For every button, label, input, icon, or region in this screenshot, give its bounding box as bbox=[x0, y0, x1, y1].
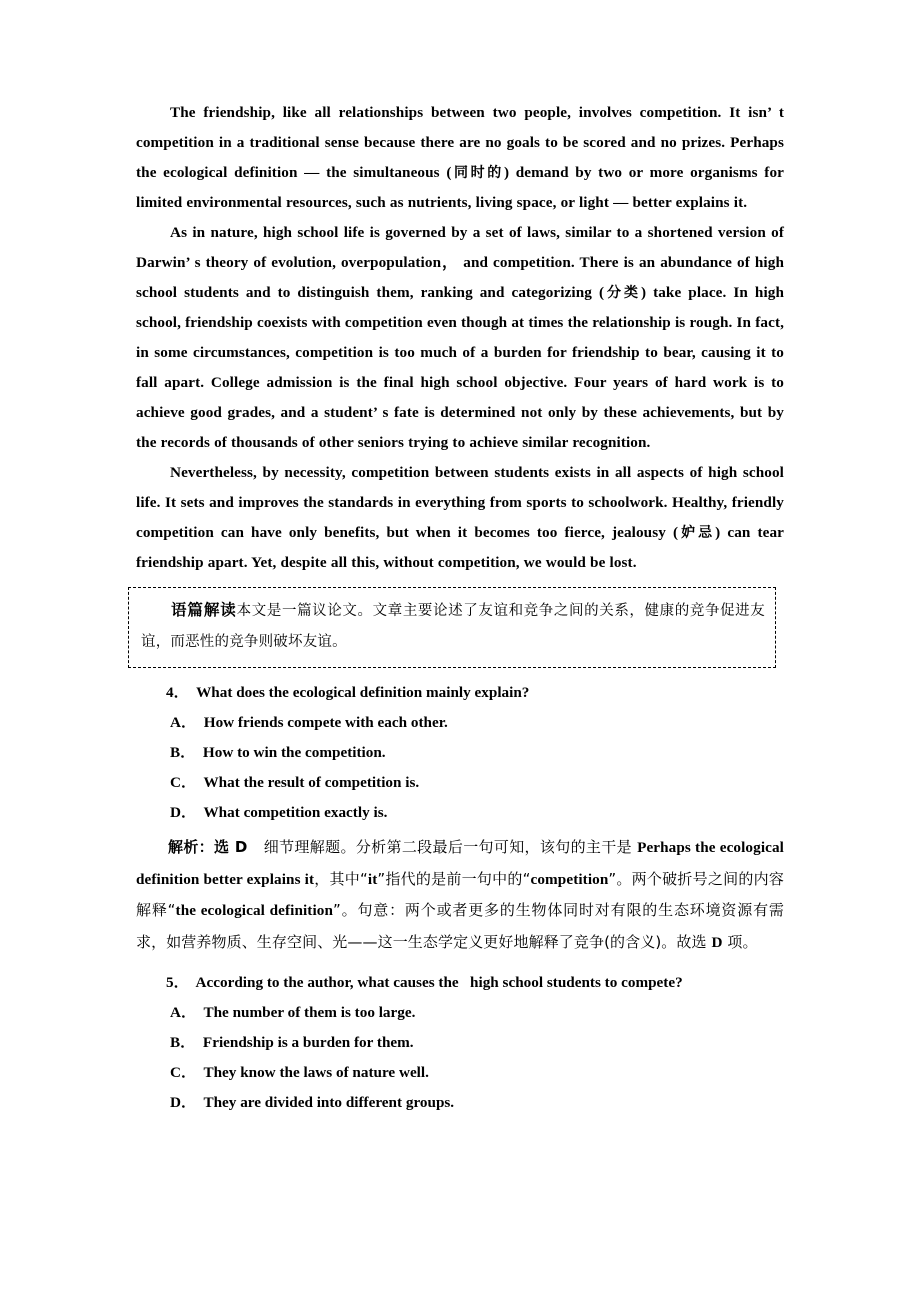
reading-passage bbox=[136, 98, 784, 578]
option-text: The number of them is too large. bbox=[203, 1004, 416, 1021]
explanation-question-type: 细节理解题。 bbox=[263, 838, 356, 856]
explanation-english-run: the ecological definition bbox=[175, 902, 334, 919]
option-text: Friendship is a burden for them. bbox=[202, 1034, 414, 1051]
passage-analysis-box bbox=[128, 587, 776, 668]
passage-paragraph-2 bbox=[136, 218, 784, 458]
question-5-option-b[interactable] bbox=[136, 1028, 784, 1058]
explanation-chinese-run: ，其中“ bbox=[314, 869, 368, 888]
passage-text-run: ) demand by two or more organisms for limited environmental resources, such as nutrients, living space, or light — better explains it. bbox=[136, 164, 784, 211]
explanation-english-run: D bbox=[711, 933, 723, 951]
passage-text-run: Nevertheless, by necessity, competition between students exists in all aspects of high school life. It sets and improves the standards in everything from sports to schoolwork. Healthy, friendly competition can have only benefits, but when it becomes too fierce, jealousy ( bbox=[136, 464, 784, 541]
question-4-option-a[interactable] bbox=[136, 708, 784, 738]
question-5-stem bbox=[136, 968, 784, 998]
explanation-chinese-run: ”。句意：两个或者更多的生物体同时对有限的生态环境资源有需求，如营养物质、生存空间、光——这一生态学定义更好地解释了竞争(的含义)。故选 bbox=[136, 901, 784, 951]
question-5-option-d[interactable] bbox=[136, 1088, 784, 1118]
explanation-chinese-run: 项。 bbox=[722, 932, 758, 951]
passage-paragraph-1 bbox=[136, 98, 784, 218]
explanation-english-run: it bbox=[367, 870, 378, 888]
question-block-5 bbox=[136, 968, 784, 1118]
passage-text-run: The friendship, like all relationships between two people, involves competition. It isn’ t competition in a traditional sense because there are no goals to be scored and no prizes. Perhaps the ecological definition — the simultaneous ( bbox=[136, 104, 784, 181]
question-5-option-c[interactable] bbox=[136, 1058, 784, 1088]
passage-analysis-body: 本文是一篇议论文。文章主要论述了友谊和竞争之间的关系，健康的竞争促进友谊，而恶性的竞争则破坏友谊。 bbox=[141, 603, 765, 650]
explanation-label: 解析： bbox=[168, 838, 215, 856]
option-letter: D． bbox=[170, 1094, 197, 1111]
question-4-stem bbox=[136, 678, 784, 708]
question-4-number: 4． bbox=[166, 684, 189, 701]
question-4-text: What does the ecological definition mainly explain? bbox=[196, 684, 530, 701]
question-4-option-b[interactable] bbox=[136, 738, 784, 768]
chinese-gloss: 妒忌 bbox=[678, 525, 716, 541]
option-letter: A． bbox=[170, 714, 197, 731]
passage-text-run: ) can tear friendship apart. Yet, despite all this, without competition, we would be lost. bbox=[136, 524, 785, 571]
option-text: How friends compete with each other. bbox=[203, 714, 448, 731]
explanation-chinese-run: 分析第二段最后一句可知，该句的主干是 bbox=[355, 838, 638, 856]
option-text: What the result of competition is. bbox=[203, 774, 420, 791]
option-letter: D． bbox=[170, 804, 197, 821]
explanation-chinese-run: ”指代的是前一句中的“ bbox=[377, 869, 531, 888]
option-letter: A． bbox=[170, 1004, 197, 1021]
passage-paragraph-3 bbox=[136, 458, 784, 578]
question-5-option-a[interactable] bbox=[136, 998, 784, 1028]
page-content bbox=[136, 98, 784, 1118]
option-text: How to win the competition. bbox=[202, 744, 386, 761]
passage-text-run: ) take place. In high school, friendship coexists with competition even though at times the relationship is rough. In fact, in some circumstances, competition is too much of a burden for friendship to bear, causing it to fall apart. College admission is the final high school objective. Four years of hard work is to achieve good grades, and a student’ s fate is determined not only by these achievements, but by the records of thousands of other seniors trying to achieve similar recognition. bbox=[136, 284, 785, 451]
question-4-option-c[interactable] bbox=[136, 768, 784, 798]
explanation-english-run: competition bbox=[530, 870, 609, 888]
explanation-answer: 选 D bbox=[214, 838, 248, 856]
option-text: What competition exactly is. bbox=[203, 804, 388, 821]
question-4-option-d[interactable] bbox=[136, 798, 784, 828]
explanation-english-run: Perhaps the ecological definition better explains it bbox=[136, 839, 784, 888]
passage-analysis-text bbox=[141, 595, 765, 658]
option-letter: B． bbox=[170, 744, 196, 761]
question-5-text: According to the author, what causes the high school students to compete? bbox=[195, 974, 683, 991]
question-block-4 bbox=[136, 678, 784, 958]
option-text: They are divided into different groups. bbox=[203, 1094, 455, 1111]
passage-analysis-label: 语篇解读 bbox=[171, 601, 237, 619]
option-letter: C． bbox=[170, 774, 197, 791]
chinese-gloss: 分类 bbox=[604, 285, 641, 301]
passage-text-run: As in nature, high school life is governed by a set of laws, similar to a shortened version of Darwin’ s theory of evolution, overpopulation， and competition. There is an abundance of high school students and to distinguish them, ranking and categorizing ( bbox=[136, 224, 784, 301]
chinese-gloss: 同时的 bbox=[451, 165, 504, 181]
question-4-explanation bbox=[136, 832, 784, 958]
option-letter: B． bbox=[170, 1034, 196, 1051]
question-5-number: 5． bbox=[166, 974, 189, 991]
option-text: They know the laws of nature well. bbox=[203, 1064, 429, 1081]
explanation-chinese-run: ”。两个破折号之间的内容解释“ bbox=[136, 869, 784, 919]
option-letter: C． bbox=[170, 1064, 197, 1081]
